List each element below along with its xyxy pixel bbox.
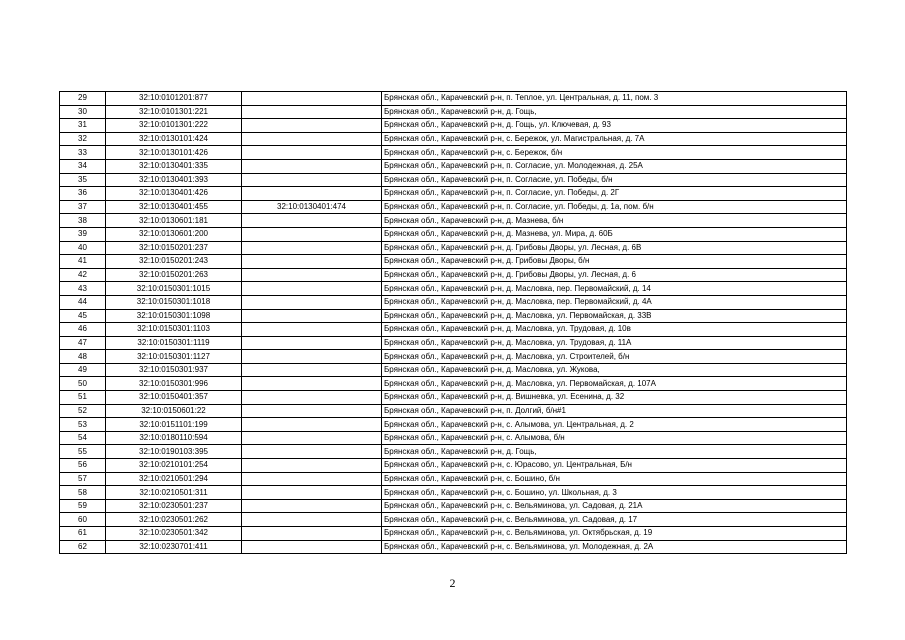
row-number-cell: 34 [60, 159, 106, 173]
related-cadastral-number-cell [242, 146, 382, 160]
row-number-cell: 35 [60, 173, 106, 187]
row-number-cell: 53 [60, 418, 106, 432]
table-row [60, 472, 847, 486]
table-row [60, 336, 847, 350]
related-cadastral-number-cell [242, 268, 382, 282]
row-number-cell: 48 [60, 350, 106, 364]
table-row [60, 486, 847, 500]
row-number-cell: 29 [60, 92, 106, 106]
row-number-cell: 41 [60, 255, 106, 269]
row-number-cell: 60 [60, 513, 106, 527]
cadastral-number-cell: 32:10:0150301:1127 [106, 350, 242, 364]
row-number-cell: 50 [60, 377, 106, 391]
cadastral-number-cell: 32:10:0130401:455 [106, 200, 242, 214]
table-row [60, 309, 847, 323]
address-cell: Брянская обл., Карачевский р-н, с. Вельяминова, ул. Садовая, д. 17 [382, 513, 847, 527]
table-row [60, 350, 847, 364]
address-cell: Брянская обл., Карачевский р-н, с. Вельяминова, ул. Октябрьская, д. 19 [382, 527, 847, 541]
address-cell: Брянская обл., Карачевский р-н, п. Согласие, ул. Победы, д. 1а, пом. б/н [382, 200, 847, 214]
row-number-cell: 57 [60, 472, 106, 486]
address-cell: Брянская обл., Карачевский р-н, д. Масловка, ул. Жукова, [382, 363, 847, 377]
related-cadastral-number-cell [242, 227, 382, 241]
row-number-cell: 33 [60, 146, 106, 160]
table-row [60, 268, 847, 282]
row-number-cell: 44 [60, 295, 106, 309]
table-row [60, 105, 847, 119]
row-number-cell: 43 [60, 282, 106, 296]
related-cadastral-number-cell [242, 323, 382, 337]
cadastral-number-cell: 32:10:0150401:357 [106, 391, 242, 405]
row-number-cell: 32 [60, 132, 106, 146]
cadastral-number-cell: 32:10:0230701:411 [106, 540, 242, 554]
property-table-body [60, 92, 847, 554]
table-row [60, 391, 847, 405]
row-number-cell: 31 [60, 119, 106, 133]
cadastral-number-cell: 32:10:0130401:426 [106, 187, 242, 201]
related-cadastral-number-cell [242, 513, 382, 527]
cadastral-number-cell: 32:10:0130101:424 [106, 132, 242, 146]
address-cell: Брянская обл., Карачевский р-н, д. Масловка, пер. Первомайский, д. 14 [382, 282, 847, 296]
cadastral-number-cell: 32:10:0150601:22 [106, 404, 242, 418]
cadastral-number-cell: 32:10:0150301:996 [106, 377, 242, 391]
table-row [60, 187, 847, 201]
related-cadastral-number-cell [242, 540, 382, 554]
row-number-cell: 49 [60, 363, 106, 377]
related-cadastral-number-cell [242, 173, 382, 187]
related-cadastral-number-cell [242, 132, 382, 146]
related-cadastral-number-cell [242, 499, 382, 513]
related-cadastral-number-cell [242, 350, 382, 364]
row-number-cell: 47 [60, 336, 106, 350]
address-cell: Брянская обл., Карачевский р-н, д. Гощь, [382, 445, 847, 459]
address-cell: Брянская обл., Карачевский р-н, д. Грибовы Дворы, ул. Лесная, д. 6В [382, 241, 847, 255]
related-cadastral-number-cell [242, 187, 382, 201]
related-cadastral-number-cell [242, 459, 382, 473]
related-cadastral-number-cell [242, 282, 382, 296]
address-cell: Брянская обл., Карачевский р-н, с. Алымова, ул. Центральная, д. 2 [382, 418, 847, 432]
address-cell: Брянская обл., Карачевский р-н, д. Вишневка, ул. Есенина, д. 32 [382, 391, 847, 405]
row-number-cell: 36 [60, 187, 106, 201]
related-cadastral-number-cell [242, 255, 382, 269]
table-row [60, 377, 847, 391]
address-cell: Брянская обл., Карачевский р-н, п. Согласие, ул. Победы, б/н [382, 173, 847, 187]
table-row [60, 445, 847, 459]
related-cadastral-number-cell [242, 431, 382, 445]
table-row [60, 459, 847, 473]
row-number-cell: 37 [60, 200, 106, 214]
address-cell: Брянская обл., Карачевский р-н, д. Мазнева, б/н [382, 214, 847, 228]
row-number-cell: 42 [60, 268, 106, 282]
address-cell: Брянская обл., Карачевский р-н, д. Гощь, ул. Ключевая, д. 93 [382, 119, 847, 133]
table-row [60, 431, 847, 445]
cadastral-number-cell: 32:10:0230501:262 [106, 513, 242, 527]
page-number: 2 [449, 576, 456, 590]
table-row [60, 540, 847, 554]
address-cell: Брянская обл., Карачевский р-н, д. Грибовы Дворы, ул. Лесная, д. 6 [382, 268, 847, 282]
table-row [60, 159, 847, 173]
cadastral-number-cell: 32:10:0150301:1103 [106, 323, 242, 337]
address-cell: Брянская обл., Карачевский р-н, с. Бошино, б/н [382, 472, 847, 486]
table-row [60, 119, 847, 133]
address-cell: Брянская обл., Карачевский р-н, с. Вельяминова, ул. Молодежная, д. 2А [382, 540, 847, 554]
cadastral-number-cell: 32:10:0150301:937 [106, 363, 242, 377]
address-cell: Брянская обл., Карачевский р-н, с. Бошино, ул. Школьная, д. 3 [382, 486, 847, 500]
cadastral-number-cell: 32:10:0150201:263 [106, 268, 242, 282]
address-cell: Брянская обл., Карачевский р-н, д. Гощь, [382, 105, 847, 119]
row-number-cell: 62 [60, 540, 106, 554]
table-row [60, 132, 847, 146]
address-cell: Брянская обл., Карачевский р-н, с. Бережок, ул. Магистральная, д. 7А [382, 132, 847, 146]
address-cell: Брянская обл., Карачевский р-н, д. Масловка, пер. Первомайский, д. 4А [382, 295, 847, 309]
cadastral-number-cell: 32:10:0230501:237 [106, 499, 242, 513]
table-row [60, 214, 847, 228]
table-row [60, 241, 847, 255]
related-cadastral-number-cell [242, 377, 382, 391]
cadastral-number-cell: 32:10:0150201:237 [106, 241, 242, 255]
cadastral-number-cell: 32:10:0101301:221 [106, 105, 242, 119]
address-cell: Брянская обл., Карачевский р-н, д. Масловка, ул. Первомайская, д. 107А [382, 377, 847, 391]
row-number-cell: 54 [60, 431, 106, 445]
table-row [60, 527, 847, 541]
table-row [60, 227, 847, 241]
cadastral-number-cell: 32:10:0130101:426 [106, 146, 242, 160]
related-cadastral-number-cell [242, 418, 382, 432]
related-cadastral-number-cell [242, 363, 382, 377]
address-cell: Брянская обл., Карачевский р-н, с. Вельяминова, ул. Садовая, д. 21А [382, 499, 847, 513]
table-row [60, 295, 847, 309]
cadastral-number-cell: 32:10:0130401:335 [106, 159, 242, 173]
row-number-cell: 59 [60, 499, 106, 513]
cadastral-number-cell: 32:10:0150301:1119 [106, 336, 242, 350]
related-cadastral-number-cell [242, 214, 382, 228]
cadastral-number-cell: 32:10:0150301:1098 [106, 309, 242, 323]
cadastral-number-cell: 32:10:0210501:311 [106, 486, 242, 500]
table-row [60, 282, 847, 296]
cadastral-number-cell: 32:10:0190103:395 [106, 445, 242, 459]
address-cell: Брянская обл., Карачевский р-н, д. Масловка, ул. Трудовая, д. 11А [382, 336, 847, 350]
address-cell: Брянская обл., Карачевский р-н, п. Согласие, ул. Молодежная, д. 25А [382, 159, 847, 173]
cadastral-number-cell: 32:10:0230501:342 [106, 527, 242, 541]
table-row [60, 499, 847, 513]
property-table [59, 91, 847, 554]
related-cadastral-number-cell [242, 309, 382, 323]
row-number-cell: 46 [60, 323, 106, 337]
cadastral-number-cell: 32:10:0130601:181 [106, 214, 242, 228]
cadastral-number-cell: 32:10:0130601:200 [106, 227, 242, 241]
address-cell: Брянская обл., Карачевский р-н, п. Долгий, б/н#1 [382, 404, 847, 418]
related-cadastral-number-cell [242, 486, 382, 500]
address-cell: Брянская обл., Карачевский р-н, п. Согласие, ул. Победы, д. 2Г [382, 187, 847, 201]
cadastral-number-cell: 32:10:0150201:243 [106, 255, 242, 269]
row-number-cell: 52 [60, 404, 106, 418]
row-number-cell: 39 [60, 227, 106, 241]
address-cell: Брянская обл., Карачевский р-н, д. Грибовы Дворы, б/н [382, 255, 847, 269]
related-cadastral-number-cell [242, 472, 382, 486]
cadastral-number-cell: 32:10:0150301:1015 [106, 282, 242, 296]
address-cell: Брянская обл., Карачевский р-н, д. Масловка, ул. Трудовая, д. 10в [382, 323, 847, 337]
row-number-cell: 61 [60, 527, 106, 541]
table-row [60, 513, 847, 527]
cadastral-number-cell: 32:10:0150301:1018 [106, 295, 242, 309]
table-row [60, 173, 847, 187]
address-cell: Брянская обл., Карачевский р-н, с. Алымова, б/н [382, 431, 847, 445]
table-row [60, 418, 847, 432]
cadastral-number-cell: 32:10:0210101:254 [106, 459, 242, 473]
table-row [60, 323, 847, 337]
cadastral-number-cell: 32:10:0151101:199 [106, 418, 242, 432]
cadastral-number-cell: 32:10:0130401:393 [106, 173, 242, 187]
table-row [60, 146, 847, 160]
address-cell: Брянская обл., Карачевский р-н, д. Масловка, ул. Первомайская, д. 33В [382, 309, 847, 323]
related-cadastral-number-cell [242, 241, 382, 255]
row-number-cell: 45 [60, 309, 106, 323]
address-cell: Брянская обл., Карачевский р-н, д. Масловка, ул. Строителей, б/н [382, 350, 847, 364]
table-row [60, 200, 847, 214]
table-row [60, 255, 847, 269]
related-cadastral-number-cell [242, 404, 382, 418]
address-cell: Брянская обл., Карачевский р-н, с. Бережок, б/н [382, 146, 847, 160]
related-cadastral-number-cell [242, 445, 382, 459]
row-number-cell: 38 [60, 214, 106, 228]
related-cadastral-number-cell [242, 119, 382, 133]
table-row [60, 92, 847, 106]
row-number-cell: 51 [60, 391, 106, 405]
related-cadastral-number-cell [242, 105, 382, 119]
row-number-cell: 56 [60, 459, 106, 473]
address-cell: Брянская обл., Карачевский р-н, п. Теплое, ул. Центральная, д. 11, пом. 3 [382, 92, 847, 106]
address-cell: Брянская обл., Карачевский р-н, д. Мазнева, ул. Мира, д. 60Б [382, 227, 847, 241]
cadastral-number-cell: 32:10:0210501:294 [106, 472, 242, 486]
table-row [60, 404, 847, 418]
row-number-cell: 30 [60, 105, 106, 119]
row-number-cell: 40 [60, 241, 106, 255]
related-cadastral-number-cell [242, 295, 382, 309]
related-cadastral-number-cell [242, 391, 382, 405]
row-number-cell: 58 [60, 486, 106, 500]
related-cadastral-number-cell [242, 159, 382, 173]
cadastral-number-cell: 32:10:0180110:594 [106, 431, 242, 445]
related-cadastral-number-cell [242, 527, 382, 541]
cadastral-number-cell: 32:10:0101201:877 [106, 92, 242, 106]
row-number-cell: 55 [60, 445, 106, 459]
related-cadastral-number-cell [242, 92, 382, 106]
related-cadastral-number-cell [242, 336, 382, 350]
related-cadastral-number-cell: 32:10:0130401:474 [242, 200, 382, 214]
cadastral-number-cell: 32:10:0101301:222 [106, 119, 242, 133]
table-row [60, 363, 847, 377]
address-cell: Брянская обл., Карачевский р-н, с. Юрасово, ул. Центральная, Б/н [382, 459, 847, 473]
